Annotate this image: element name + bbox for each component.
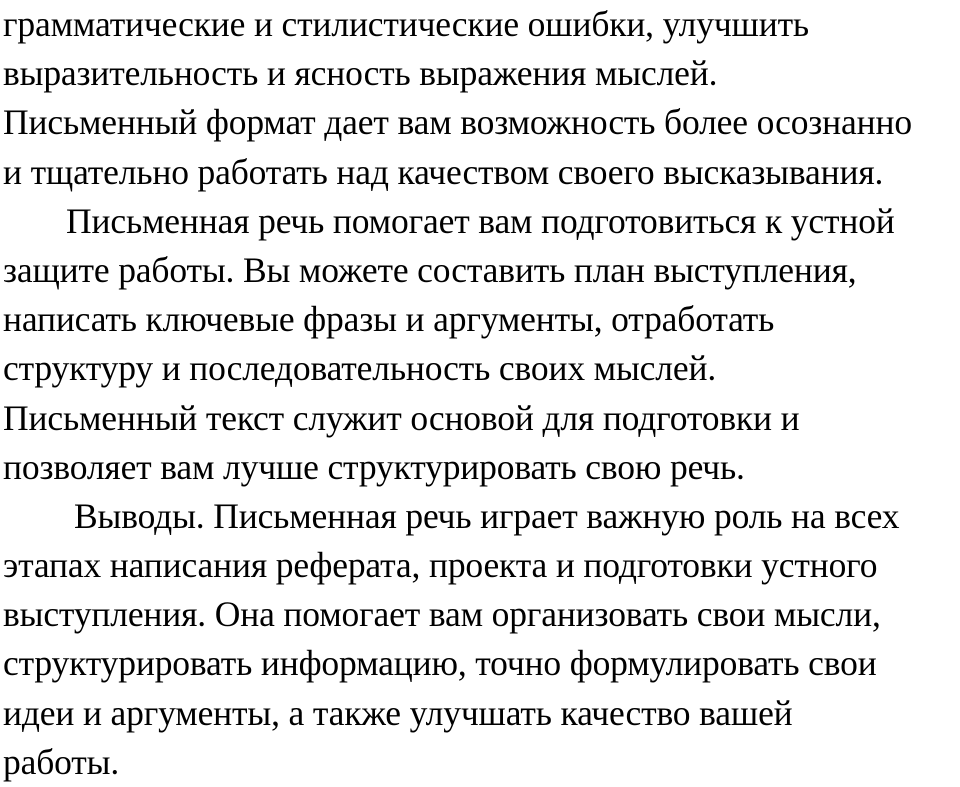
text-line: позволяет вам лучше структурировать свою речь. — [3, 446, 745, 487]
text-line: написать ключевые фразы и аргументы, отработать — [3, 299, 775, 340]
text-line: этапах написания реферата, проекта и подготовки устного — [3, 545, 878, 586]
text-line: защите работы. Вы можете составить план выступления, — [3, 249, 857, 290]
paragraph-first-line: Письменная речь помогает вам подготовиться к устной — [66, 200, 895, 241]
text-line: и тщательно работать над качеством своего высказывания. — [3, 151, 884, 192]
text-line: выразительность и ясность выражения мыслей. — [3, 53, 718, 94]
text-line: идеи и аргументы, а также улучшать качество вашей — [3, 692, 793, 733]
paragraph-first-line: Выводы. Письменная речь играет важную роль на всех — [74, 495, 900, 536]
text-line: выступления. Она помогает вам организовать свои мысли, — [3, 594, 881, 635]
text-line: Письменный формат дает вам возможность более осознанно — [3, 102, 912, 143]
text-line: Письменный текст служит основой для подготовки и — [3, 397, 800, 438]
text-line: грамматические и стилистические ошибки, улучшить — [3, 4, 809, 44]
text-line: структуру и последовательность своих мыслей. — [3, 348, 717, 389]
text-line: работы. — [3, 741, 120, 782]
text-line: структурировать информацию, точно формулировать свои — [3, 643, 877, 684]
